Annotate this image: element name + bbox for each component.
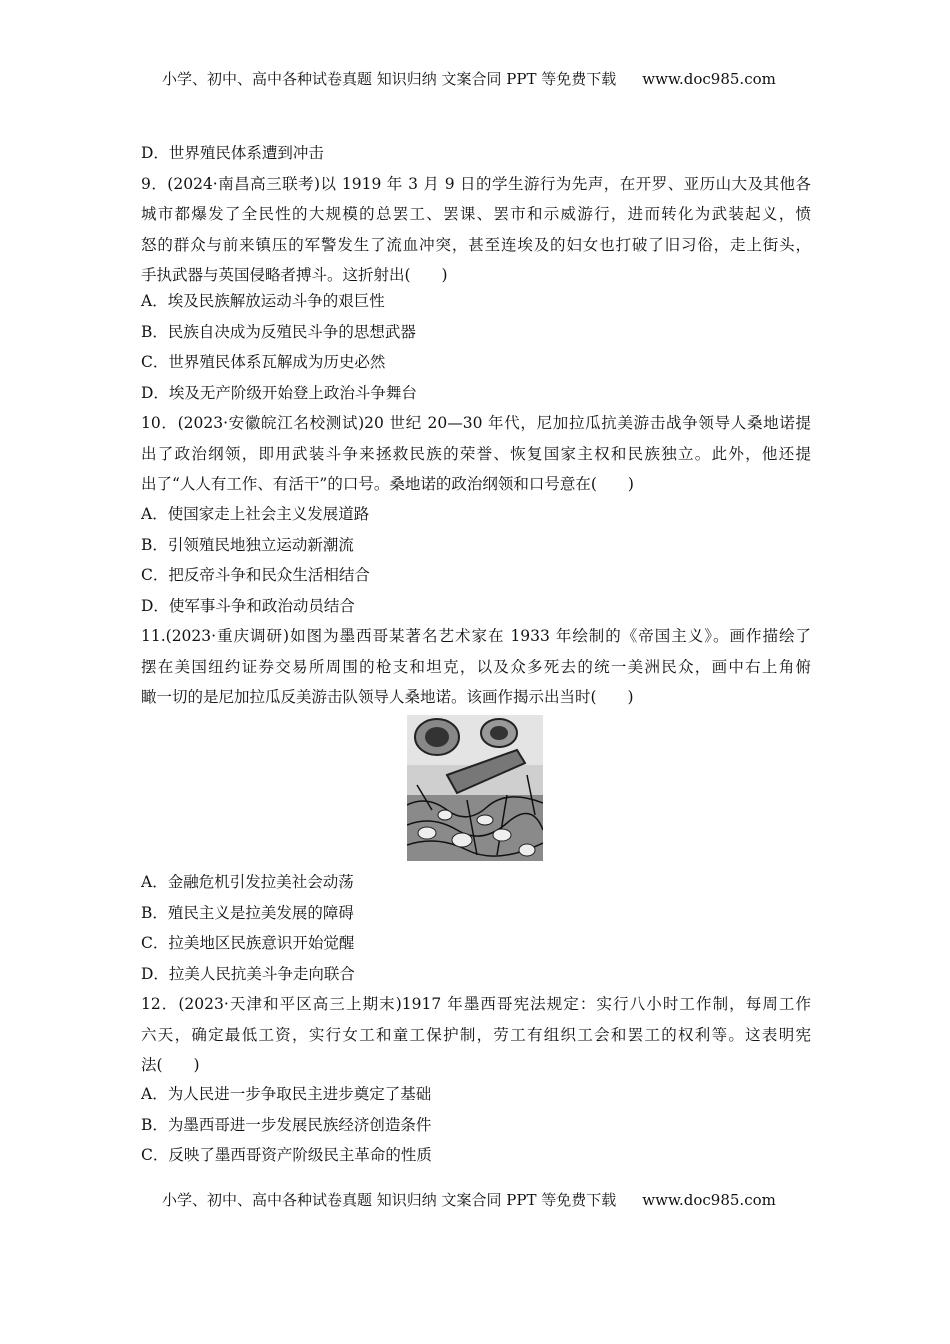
question-10-option-c: C．把反帝斗争和民众生活相结合 [141, 566, 370, 584]
question-9-stem: 城市都爆发了全民性的大规模的总罢工、罢课、罢市和示威游行，进而转化为武装起义，愤 [141, 205, 811, 223]
question-10-option-b: B．引领殖民地独立运动新潮流 [141, 536, 354, 554]
question-10-stem: 出了政治纲领，即用武装斗争来拯救民族的荣誉、恢复国家主权和民族独立。此外，他还提 [141, 445, 811, 463]
question-9-option-b: B．民族自决成为反殖民斗争的思想武器 [141, 323, 416, 341]
header-url: www.doc985.com [642, 70, 776, 88]
question-9-option-d: D．埃及无产阶级开始登上政治斗争舞台 [141, 384, 417, 402]
question-12-stem: 六天，确定最低工资，实行女工和童工保护制，劳工有组织工会和罢工的权利等。这表明宪 [141, 1026, 811, 1044]
question-11-option-a: A．金融危机引发拉美社会动荡 [141, 873, 354, 891]
question-11-option-c: C．拉美地区民族意识开始觉醒 [141, 934, 355, 952]
question-11-stem: 11.(2023·重庆调研)如图为墨西哥某著名艺术家在 1933 年绘制的《帝国主义》。画作描绘了 [141, 627, 811, 645]
question-11-option-d: D．拉美人民抗美斗争走向联合 [141, 965, 355, 983]
question-12-option-c: C．反映了墨西哥资产阶级民主革命的性质 [141, 1146, 432, 1164]
footer-text: 小学、初中、高中各种试卷真题 知识归纳 文案合同 PPT 等免费下载 [162, 1191, 617, 1209]
question-9-stem: 手执武器与英国侵略者搏斗。这折射出( ) [141, 266, 448, 284]
question-9-stem: 9．(2024·南昌高三联考)以 1919 年 3 月 9 日的学生游行为先声，在开罗、亚历山大及其他各 [141, 175, 811, 193]
header-text: 小学、初中、高中各种试卷真题 知识归纳 文案合同 PPT 等免费下载 [162, 70, 617, 88]
question-10-option-d: D．使军事斗争和政治动员结合 [141, 597, 355, 615]
page-footer [162, 1190, 776, 1210]
question-12-stem: 12．(2023·天津和平区高三上期末)1917 年墨西哥宪法规定：实行八小时工作制，每周工作 [141, 995, 811, 1013]
question-12-option-a: A．为人民进一步争取民主进步奠定了基础 [141, 1085, 432, 1103]
imperialism-painting-image [407, 715, 543, 861]
question-9-option-a: A．埃及民族解放运动斗争的艰巨性 [141, 292, 385, 310]
previous-option-d: D．世界殖民体系遭到冲击 [141, 144, 324, 162]
page-header [162, 69, 776, 89]
question-10-option-a: A．使国家走上社会主义发展道路 [141, 505, 370, 523]
question-11-stem: 瞰一切的是尼加拉瓜反美游击队领导人桑地诺。该画作揭示出当时( ) [141, 688, 634, 706]
question-10-stem: 出了“人人有工作、有活干”的口号。桑地诺的政治纲领和口号意在( ) [141, 475, 634, 493]
question-11-stem: 摆在美国纽约证券交易所周围的枪支和坦克，以及众多死去的统一美洲民众，画中右上角俯 [141, 658, 811, 676]
question-10-stem: 10．(2023·安徽皖江名校测试)20 世纪 20—30 年代，尼加拉瓜抗美游击战争领导人桑地诺提 [141, 414, 811, 432]
question-12-stem: 法( ) [141, 1056, 200, 1074]
question-9-option-c: C．世界殖民体系瓦解成为历史必然 [141, 353, 386, 371]
question-11-option-b: B．殖民主义是拉美发展的障碍 [141, 904, 354, 922]
question-9-stem: 怒的群众与前来镇压的军警发生了流血冲突，甚至连埃及的妇女也打破了旧习俗，走上街头， [141, 236, 811, 254]
footer-url: www.doc985.com [642, 1191, 776, 1209]
question-12-option-b: B．为墨西哥进一步发展民族经济创造条件 [141, 1116, 432, 1134]
